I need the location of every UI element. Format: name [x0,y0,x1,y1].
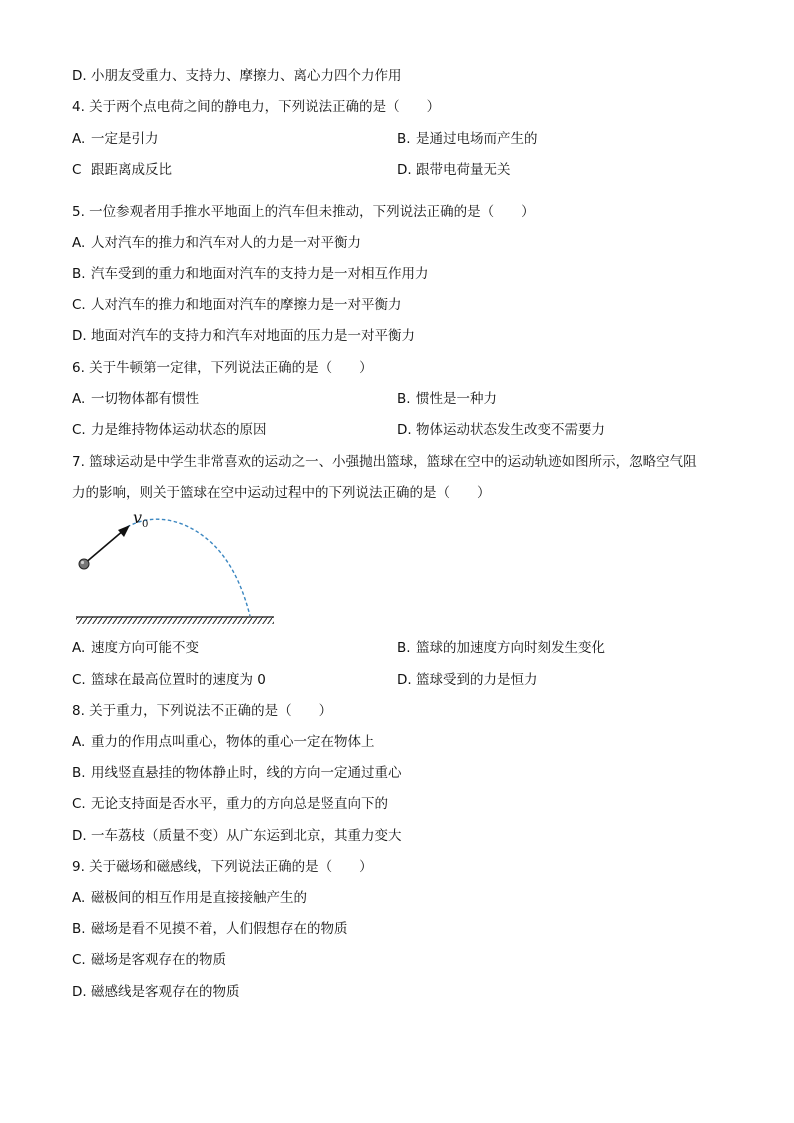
q9-stem: 9. 关于磁场和磁感线，下列说法正确的是（ ） [72,859,373,875]
q8-option-a [72,733,375,751]
basketball [79,559,89,569]
option-label: C. [72,796,86,812]
option-label: D. [72,68,87,84]
option-text: 物体运动状态发生改变不需要力 [416,422,605,438]
q9-option-c [72,951,226,969]
option-text: 速度方向可能不变 [91,640,199,656]
option-text: 篮球的加速度方向时刻发生变化 [416,640,605,656]
trajectory-curve [122,519,250,616]
option-label: A. [72,131,86,147]
q9-option-d [72,983,240,1001]
q4-option-a [72,130,159,148]
q7-stem-line-1: 7. 篮球运动是中学生非常喜欢的运动之一、小强抛出篮球，篮球在空中的运动轨迹如图所示，忽略空气阻 [72,454,697,470]
trajectory-svg [72,506,282,630]
option-text: 磁感线是客观存在的物质 [91,984,240,1000]
option-text: 磁场是客观存在的物质 [91,952,226,968]
q6-option-d [397,421,605,439]
option-text: 一切物体都有惯性 [91,391,199,407]
q5-option-c [72,296,402,314]
option-label: C. [72,672,86,688]
option-label: B. [72,921,86,937]
q5-stem: 5. 一位参观者用手推水平地面上的汽车但未推动，下列说法正确的是（ ） [72,204,535,220]
q8-option-c [72,795,388,813]
option-label: A. [72,391,86,407]
q7-option-c [72,671,266,689]
option-label: D. [72,984,87,1000]
option-text: 篮球在最高位置时的速度为 0 [91,672,266,688]
option-label: B. [397,391,411,407]
option-label: C [72,162,82,178]
q7-option-a [72,639,199,657]
option-text: 力是维持物体运动状态的原因 [91,422,267,438]
q5-option-d [72,327,415,345]
option-label: C. [72,297,86,313]
q9-option-a [72,889,307,907]
option-text: 篮球受到的力是恒力 [416,672,538,688]
option-text: 人对汽车的推力和地面对汽车的摩擦力是一对平衡力 [91,297,402,313]
option-label: D. [72,328,87,344]
q8-option-d [72,827,402,845]
option-label: A. [72,640,86,656]
option-text: 一车荔枝（质量不变）从广东运到北京，其重力变大 [91,828,402,844]
option-text: 汽车受到的重力和地面对汽车的支持力是一对相互作用力 [91,266,429,282]
option-label: D. [397,162,412,178]
q7-option-b [397,639,605,657]
q4-option-d [397,161,511,179]
q4-stem: 4. 关于两个点电荷之间的静电力，下列说法正确的是（ ） [72,99,441,115]
q9-option-b [72,920,348,938]
q6-stem: 6. 关于牛顿第一定律，下列说法正确的是（ ） [72,360,373,376]
q4-option-b [397,130,538,148]
option-label: D. [397,672,412,688]
option-label: C. [72,422,86,438]
q8-option-b [72,764,402,782]
option-text: 小朋友受重力、支持力、摩擦力、离心力四个力作用 [91,68,402,84]
option-label: A. [72,734,86,750]
velocity-arrow [84,530,124,564]
option-text: 磁场是看不见摸不着，人们假想存在的物质 [91,921,348,937]
q3-option-d [72,67,402,85]
q7-stem-line-2: 力的影响，则关于篮球在空中运动过程中的下列说法正确的是（ ） [72,485,491,501]
q5-option-b [72,265,429,283]
q8-stem: 8. 关于重力，下列说法不正确的是（ ） [72,703,333,719]
q4-option-c [72,161,172,179]
option-label: D. [397,422,412,438]
option-text: 惯性是一种力 [416,391,497,407]
velocity-label: v [133,508,143,527]
velocity-subscript: 0 [142,519,149,530]
option-label: C. [72,952,86,968]
q6-option-c [72,421,267,439]
q5-option-a [72,234,361,252]
option-label: B. [397,131,411,147]
option-label: D. [72,828,87,844]
q7-option-d [397,671,538,689]
option-label: A. [72,890,86,906]
velocity-arrowhead [118,525,130,537]
basketball-trajectory-figure [72,506,282,634]
option-text: 一定是引力 [91,131,159,147]
option-text: 跟带电荷量无关 [416,162,511,178]
option-text: 地面对汽车的支持力和汽车对地面的压力是一对平衡力 [91,328,415,344]
option-text: 磁极间的相互作用是直接接触产生的 [91,890,307,906]
option-label: A. [72,235,86,251]
q6-option-a [72,390,199,408]
option-text: 用线竖直悬挂的物体静止时，线的方向一定通过重心 [91,765,402,781]
option-text: 人对汽车的推力和汽车对人的力是一对平衡力 [91,235,361,251]
option-label: B. [397,640,411,656]
option-text: 重力的作用点叫重心，物体的重心一定在物体上 [91,734,375,750]
ground-hatch [76,617,274,624]
option-text: 无论支持面是否水平，重力的方向总是竖直向下的 [91,796,388,812]
option-text: 是通过电场而产生的 [416,131,538,147]
option-label: B. [72,765,86,781]
q6-option-b [397,390,497,408]
option-text: 跟距离成反比 [91,162,172,178]
option-label: B. [72,266,86,282]
